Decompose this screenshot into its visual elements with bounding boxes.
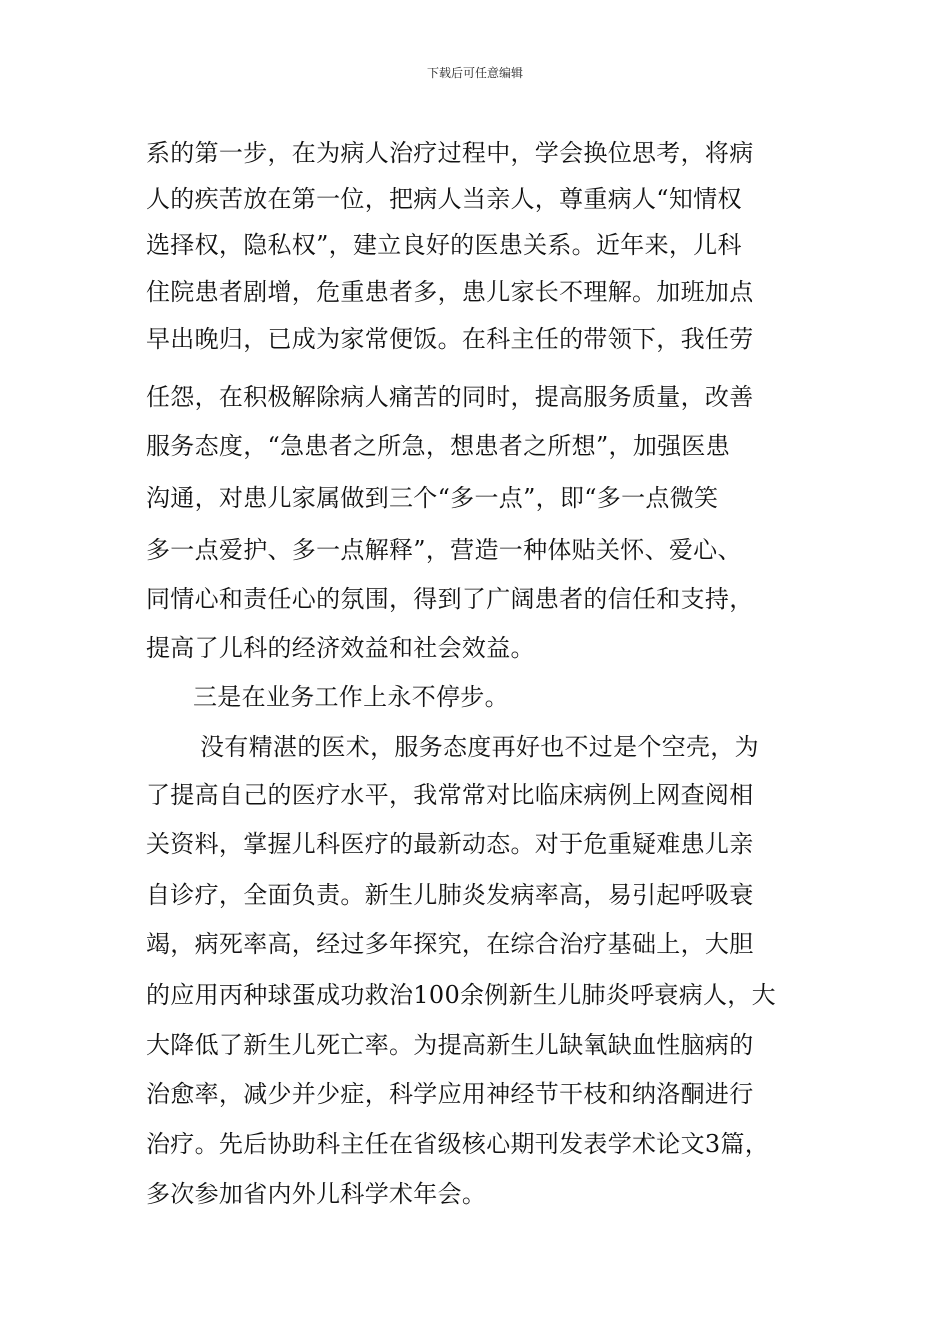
body-line: 选择权，隐私权”，建立良好的医患关系。近年来，儿科	[146, 231, 742, 259]
body-line: 自诊疗，全面负责。新生儿肺炎发病率高，易引起呼吸衰	[146, 881, 754, 909]
body-line: 任怨，在积极解除病人痛苦的同时，提高服务质量，改善	[146, 383, 754, 411]
body-line: 提高了儿科的经济效益和社会效益。	[146, 634, 535, 662]
body-line: 的应用丙种球蛋成功救治100余例新生儿肺炎呼衰病人，大	[146, 981, 776, 1009]
body-line: 关资料，掌握儿科医疗的最新动态。对于危重疑难患儿亲	[146, 830, 754, 858]
body-line: 沟通，对患儿家属做到三个“多一点”，即“多一点微笑	[146, 484, 719, 512]
body-line: 人的疾苦放在第一位，把病人当亲人，尊重病人“知情权	[146, 185, 742, 213]
body-line: 早出晚归，已成为家常便饭。在科主任的带领下，我任劳	[146, 325, 754, 353]
body-line: 系的第一步，在为病人治疗过程中，学会换位思考，将病	[146, 139, 754, 167]
body-line: 多一点爱护、多一点解释”，营造一种体贴关怀、爱心、	[146, 536, 742, 564]
body-line: 竭，病死率高，经过多年探究，在综合治疗基础上，大胆	[146, 930, 754, 958]
body-line: 同情心和责任心的氛围，得到了广阔患者的信任和支持，	[146, 585, 754, 613]
body-line: 住院患者剧增，危重患者多，患儿家长不理解。加班加点	[146, 278, 754, 306]
body-line: 没有精湛的医术，服务态度再好也不过是个空壳，为	[200, 733, 759, 761]
body-line: 多次参加省内外儿科学术年会。	[146, 1180, 487, 1208]
body-line: 治疗。先后协助科主任在省级核心期刊发表学术论文3篇，	[146, 1130, 770, 1158]
body-line: 大降低了新生儿死亡率。为提高新生儿缺氧缺血性脑病的	[146, 1031, 754, 1059]
body-line: 服务态度，“急患者之所急，想患者之所想”，加强医患	[146, 432, 731, 460]
body-line: 了提高自己的医疗水平，我常常对比临床病例上网查阅相	[146, 781, 754, 809]
section-heading: 三是在业务工作上永不停步。	[193, 683, 509, 711]
page-header: 下载后可任意编辑	[426, 66, 523, 80]
body-line: 治愈率，减少并少症，科学应用神经节干枝和纳洛酮进行	[146, 1080, 754, 1108]
